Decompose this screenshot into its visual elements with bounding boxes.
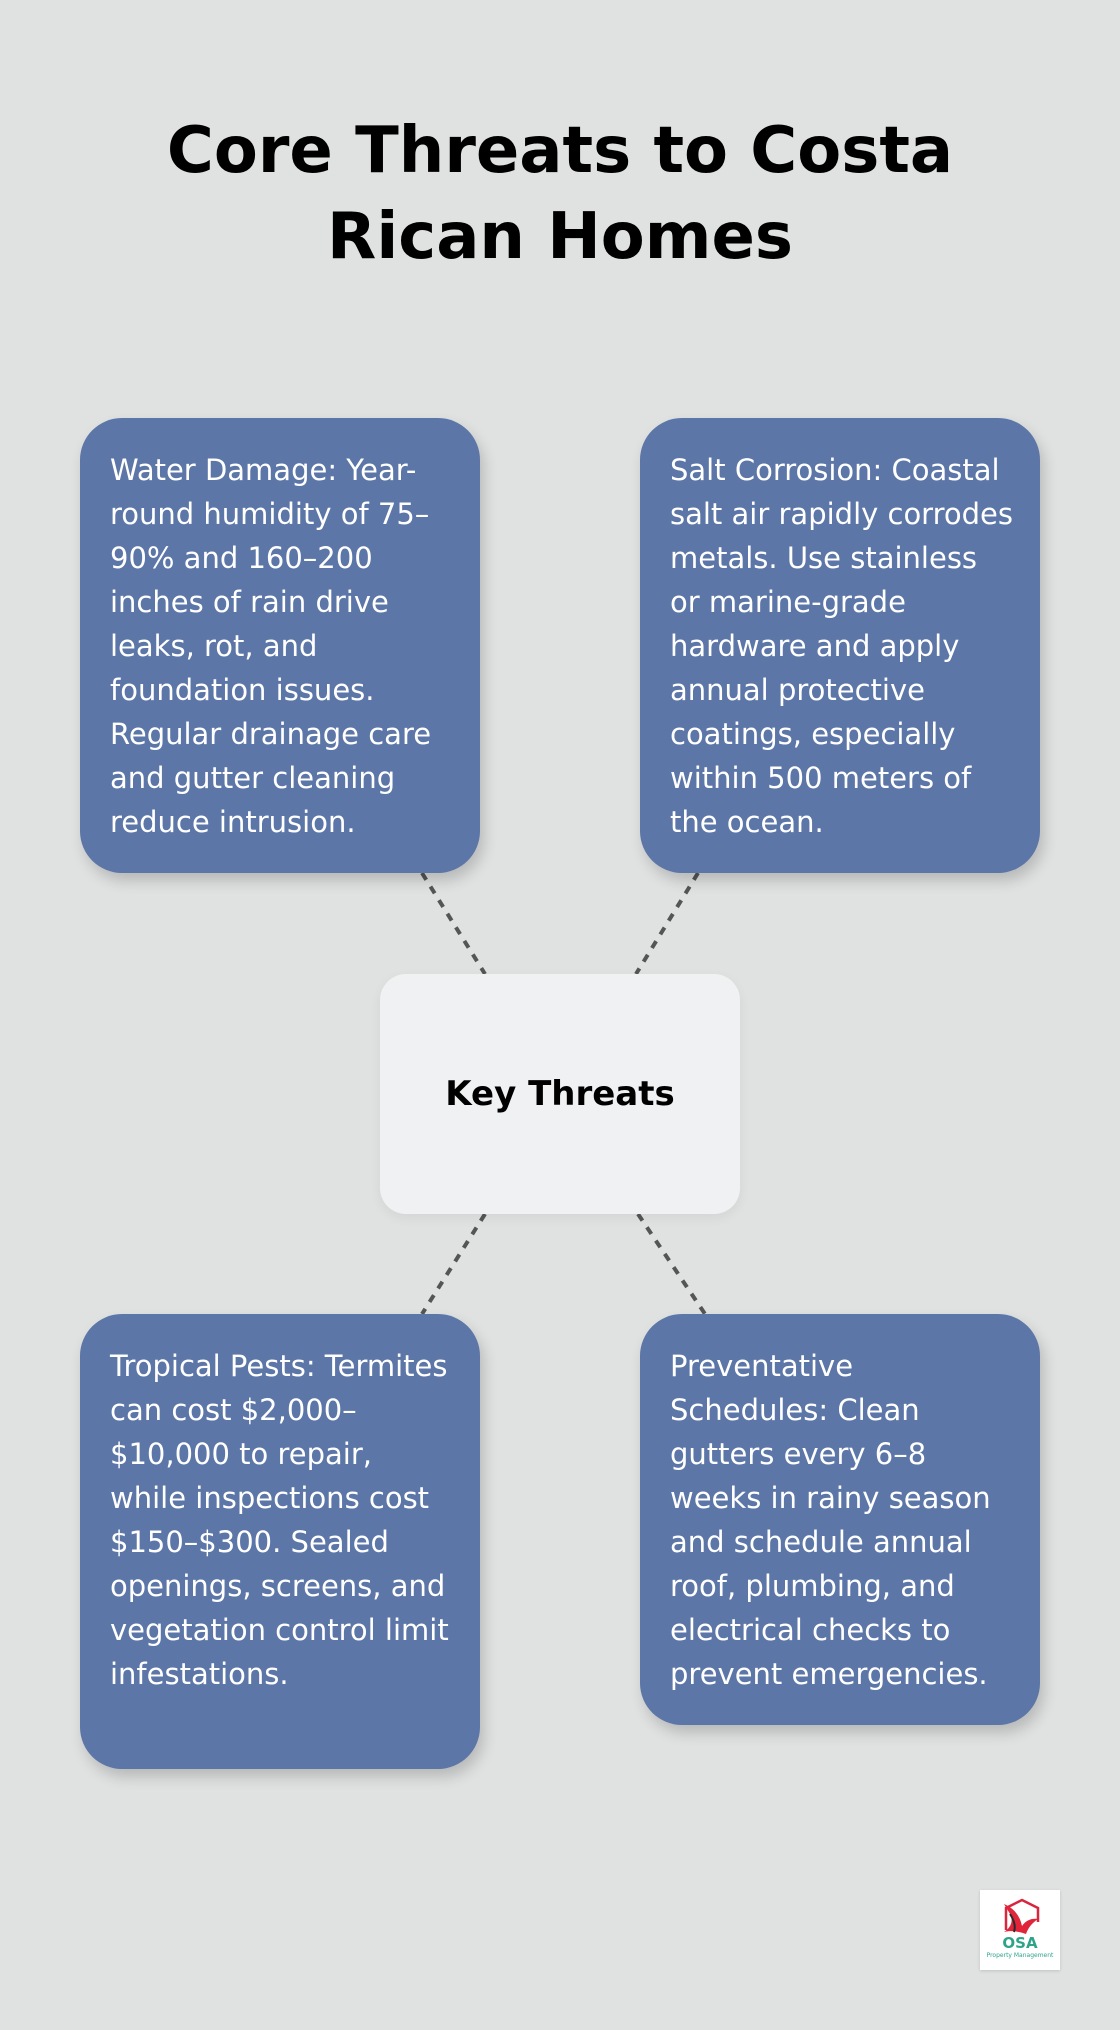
connector-tropical-pests	[422, 1214, 485, 1314]
page-title: Core Threats to Costa Rican Homes	[166, 114, 954, 274]
card-salt-corrosion	[640, 418, 1040, 873]
center-label: Key Threats	[445, 1074, 675, 1114]
company-logo	[980, 1890, 1060, 1970]
connector-preventative-schedules	[638, 1214, 705, 1314]
card-preventative-schedules	[640, 1314, 1040, 1725]
bird-logo-icon	[980, 1890, 1060, 1970]
card-preventative-schedules-text: Preventative Schedules: Clean gutters every 6–8 weeks in rainy season and schedule annual roof, plumbing, and electrical checks to prevent emergencies.	[670, 1349, 991, 1691]
card-water-damage	[80, 418, 480, 873]
card-water-damage-text: Water Damage: Year-round humidity of 75–90% and 160–200 inches of rain drive leaks, rot, and foundation issues. Regular drainage care and gutter cleaning reduce intrusion.	[110, 453, 432, 839]
connector-water-damage	[422, 873, 485, 974]
center-node	[380, 974, 740, 1214]
logo-tagline: Property Management	[986, 1952, 1054, 1959]
connector-salt-corrosion	[636, 873, 698, 974]
card-salt-corrosion-text: Salt Corrosion: Coastal salt air rapidly corrodes metals. Use stainless or marine-grade hardware and apply annual protective coatings, especially within 500 meters of the ocean.	[670, 453, 1013, 839]
card-tropical-pests-text: Tropical Pests: Termites can cost $2,000–$10,000 to repair, while inspections cost $150–$300. Sealed openings, screens, and vegetation control limit infestations.	[110, 1349, 449, 1691]
card-tropical-pests	[80, 1314, 480, 1769]
logo-name: OSA	[1002, 1934, 1038, 1952]
